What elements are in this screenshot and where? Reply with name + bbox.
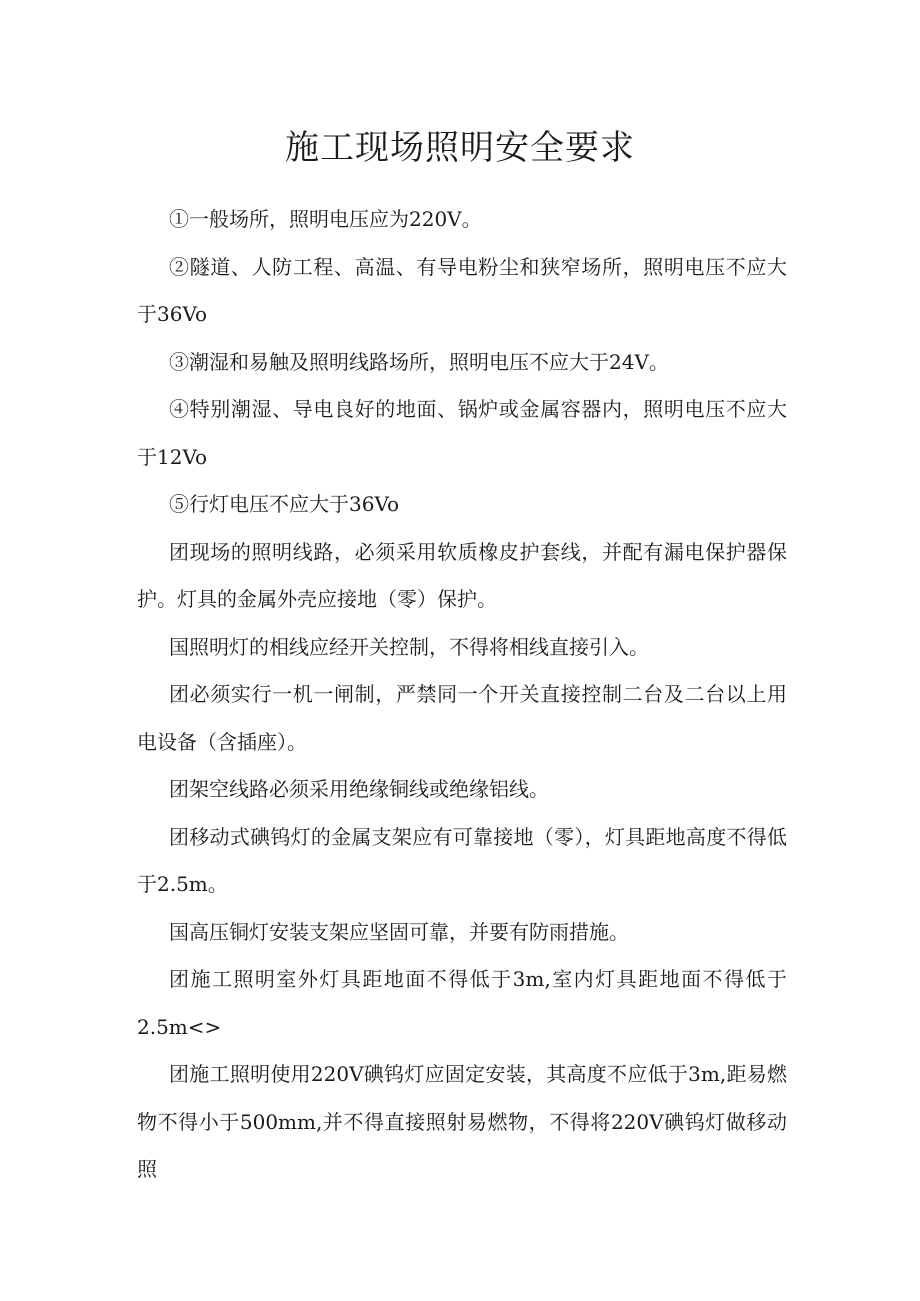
paragraph-3: ③潮湿和易触及照明线路场所，照明电压不应大于24V。 <box>169 349 669 374</box>
paragraph-4: ④特别潮湿、导电良好的地面、锅炉或金属容器内，照明电压不应大于12Vo <box>137 397 787 469</box>
paragraph-12: 团施工照明室外灯具距地面不得低于3m,室内灯具距地面不得低于2.5m<> <box>137 967 787 1039</box>
paragraph-7: 国照明灯的相线应经开关控制，不得将相线直接引入。 <box>169 634 649 659</box>
document-title: 施工现场照明安全要求 <box>285 128 635 168</box>
paragraph-8: 团必须实行一机一闸制，严禁同一个开关直接控制二台及二台以上用电设备（含插座）。 <box>137 682 787 754</box>
paragraph-13: 团施工照明使用220V碘钨灯应固定安装，其高度不应低于3m,距易燃物不得小于500mm,并不得直接照射易燃物，不得将220V碘钨灯做移动照 <box>137 1062 787 1181</box>
paragraph-5: ⑤行灯电压不应大于36Vo <box>169 492 400 516</box>
paragraph-2: ②隧道、人防工程、高温、有导电粉尘和狭窄场所，照明电压不应大于36Vo <box>137 254 787 326</box>
document-body <box>137 196 787 1194</box>
paragraph-10: 团移动式碘钨灯的金属支架应有可靠接地（零），灯具距地高度不得低于2.5m。 <box>137 824 787 896</box>
paragraph-1: ①一般场所，照明电压应为220V。 <box>169 207 482 231</box>
paragraph-9: 团架空线路必须采用绝缘铜线或绝缘铝线。 <box>169 777 549 801</box>
paragraph-6: 团现场的照明线路，必须采用软质橡皮护套线，并配有漏电保护器保护。灯具的金属外壳应接地（零）保护。 <box>137 539 787 611</box>
paragraph-11: 国高压铜灯安装支架应坚固可靠，并要有防雨措施。 <box>169 919 629 944</box>
